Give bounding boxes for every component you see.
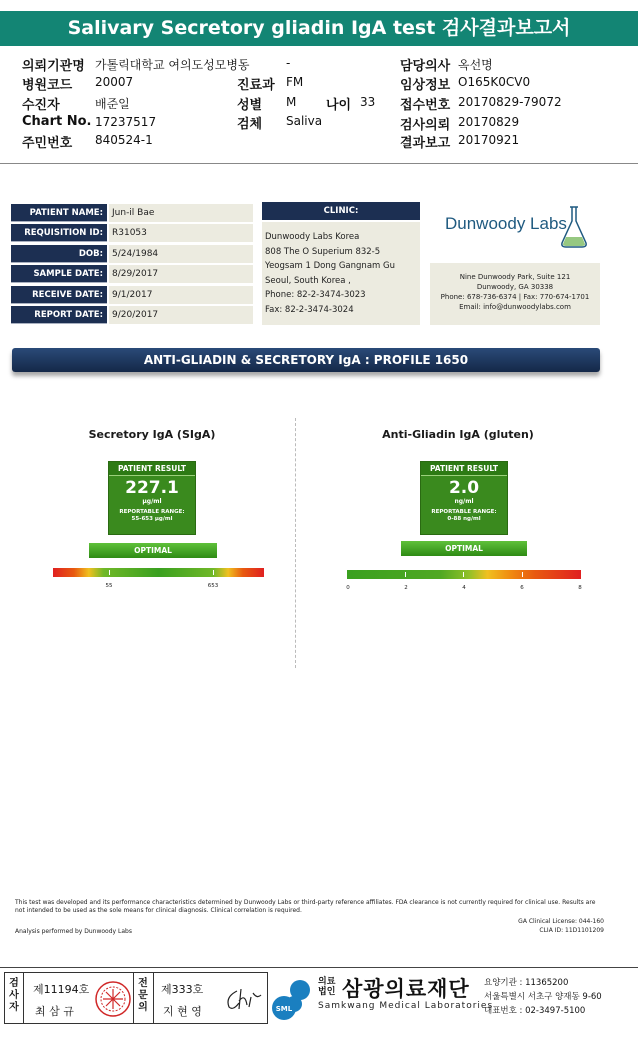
siga-range-label: REPORTABLE RANGE:: [119, 509, 185, 515]
gliadin-gauge: [347, 570, 581, 579]
age-value: 33: [360, 95, 376, 109]
receive-date-label: RECEIVE DATE:: [11, 286, 107, 304]
requisition-label: REQUISITION ID:: [11, 224, 107, 242]
dunwoody-logo: [440, 203, 590, 251]
dept-label: 진료과: [237, 78, 275, 93]
disclaimer: This test was developed and its performance characteristics determined by Dunwoody Labs or third-party reference affiliates. FDA clearance is not currently required for clinical use. Results are not intended to be used as the sole means for clinical diagnosis. Clinical correlation is required.: [15, 899, 596, 914]
gliadin-range-label: REPORTABLE RANGE:: [431, 509, 497, 515]
siga-result-value: 227.1: [125, 478, 179, 498]
gliadin-tick: [463, 572, 464, 577]
sml-logo-icon: [270, 974, 316, 1024]
corp-tag: [318, 977, 335, 997]
report-date-label: REPORT DATE:: [11, 306, 107, 324]
gliadin-tick-label: 4: [462, 585, 466, 591]
receipt-value: 20170829-79072: [458, 95, 562, 109]
lab-address-line: Email: info@dunwoodylabs.com: [459, 303, 571, 311]
flask-icon: [558, 203, 590, 251]
lab-address-line: Dunwoody, GA 30338: [476, 283, 554, 291]
clinical-value: O165K0CV0: [458, 75, 531, 89]
gliadin-tick: [522, 572, 523, 577]
gliadin-status: OPTIMAL: [401, 541, 527, 556]
clinic-line: Phone: 82-2-3474-3023: [265, 290, 366, 300]
siga-result-box: [108, 461, 196, 535]
gliadin-range: 0-88 ng/ml: [447, 516, 481, 522]
receive-date-value: 9/1/2017: [109, 286, 253, 304]
clinic-line: Seoul, South Korea ,: [265, 275, 351, 286]
sml-info: [484, 976, 602, 1018]
header-divider: [0, 163, 638, 164]
ward-value: -: [286, 56, 291, 70]
siga-unit: μg/ml: [142, 498, 162, 505]
performed-by: Analysis performed by Dunwoody Labs: [15, 928, 132, 935]
sig-divider: [133, 973, 134, 1023]
clia-id: CLIA ID: 11D1101209: [539, 927, 604, 934]
sml-name: 삼광의료재단: [342, 977, 470, 1001]
gliadin-title: Anti-Gliadin IgA (gluten): [382, 428, 534, 441]
siga-gauge: [53, 568, 264, 577]
corp-tag-line: 법인: [318, 987, 336, 997]
request-label: 검사의뢰: [400, 118, 451, 133]
siga-tick-label: 55: [105, 583, 113, 589]
siga-tick-low: [109, 570, 110, 575]
requisition-value: R31053: [109, 224, 253, 242]
sig-divider: [153, 973, 154, 1023]
dept-value: FM: [286, 75, 304, 89]
inst-label: 의뢰기관명: [22, 59, 85, 74]
report-value: 20170921: [458, 133, 520, 147]
siga-range: 55-653 μg/ml: [131, 516, 173, 522]
clinic-header: CLINIC:: [262, 202, 420, 220]
dob-label: DOB:: [11, 245, 107, 263]
lab-address-line: Nine Dunwoody Park, Suite 121: [459, 273, 571, 281]
receipt-label: 접수번호: [400, 98, 451, 113]
specimen-label: 검체: [237, 117, 263, 132]
gliadin-result-value: 2.0: [448, 478, 480, 498]
sample-date-label: SAMPLE DATE:: [11, 265, 107, 283]
patient-label: 수진자: [22, 98, 60, 113]
specimen-value: Saliva: [286, 114, 323, 128]
sample-date-value: 8/29/2017: [109, 265, 253, 283]
expert-no: 제333호: [161, 983, 204, 996]
clinic-line: Yeogsam 1 Dong Gangnam Gu: [265, 261, 395, 271]
clinic-line: 808 The O Superium 832-5: [265, 246, 381, 257]
tester-name: 최 삼 규: [35, 1005, 74, 1018]
footer-divider: [0, 967, 638, 968]
chart-label: Chart No.: [22, 114, 92, 129]
chart-value: 17237517: [95, 115, 157, 129]
id-value: 840524-1: [95, 133, 153, 147]
report-date-value: 9/20/2017: [109, 306, 253, 324]
clinical-label: 임상정보: [400, 78, 451, 93]
request-value: 20170829: [458, 115, 520, 129]
sml-logo-text: SML: [275, 1005, 293, 1013]
age-label: 나이: [326, 98, 352, 113]
sex-value: M: [286, 95, 297, 109]
gliadin-tick-label: 0: [346, 585, 350, 591]
gliadin-tick: [405, 572, 406, 577]
clinic-line: Fax: 82-2-3474-3024: [265, 304, 354, 315]
ga-license: GA Clinical License: 044-160: [518, 918, 604, 925]
doctor-value: 옥선명: [458, 58, 493, 72]
id-label: 주민번호: [22, 136, 73, 151]
sml-info-line: 요양기관 : 11365200: [484, 978, 569, 988]
sml-name-en: Samkwang Medical Laboratories: [318, 1001, 494, 1011]
tester-no: 제11194호: [33, 983, 90, 996]
gliadin-result-label: PATIENT RESULT: [421, 462, 507, 476]
clinic-line: Dunwoody Labs Korea: [265, 232, 360, 242]
sig-divider: [23, 973, 24, 1023]
report-title: Salivary Secretory gliadin IgA test 검사결과보고서: [0, 11, 638, 46]
patient-value: 배준일: [95, 97, 130, 111]
sex-label: 성별: [237, 98, 263, 113]
siga-status: OPTIMAL: [89, 543, 217, 558]
logo-text: Dunwoody Labs: [445, 214, 567, 233]
expert-label: 전문의: [138, 978, 148, 1013]
lab-address-line: Phone: 678-736-6374 | Fax: 770-674-1701: [440, 293, 590, 301]
siga-tick-label: 653: [207, 583, 219, 589]
siga-tick-high: [213, 570, 214, 575]
signature-box: [4, 972, 268, 1024]
siga-result-label: PATIENT RESULT: [109, 462, 195, 476]
inst-value: 가톨릭대학교 여의도성모병동: [95, 58, 250, 72]
gliadin-unit: ng/ml: [454, 498, 474, 505]
dob-value: 5/24/1984: [109, 245, 253, 263]
gliadin-tick-label: 2: [404, 585, 408, 591]
lab-address: [430, 263, 600, 325]
gliadin-tick-label: 8: [578, 585, 582, 591]
panel-divider: [295, 418, 296, 668]
code-value: 20007: [95, 75, 134, 89]
patient-name-label: PATIENT NAME:: [11, 204, 107, 222]
report-label: 결과보고: [400, 136, 451, 151]
siga-title: Secretory IgA (SIgA): [88, 428, 216, 441]
tester-label: 검사자: [9, 978, 19, 1013]
sml-info-line: 대표번호 : 02-3497-5100: [484, 1006, 586, 1016]
doctor-label: 담당의사: [400, 59, 451, 74]
code-label: 병원코드: [22, 78, 73, 93]
profile-title: ANTI-GLIADIN & SECRETORY IgA : PROFILE 1650: [12, 348, 600, 372]
clinic-address: [262, 222, 420, 325]
gliadin-tick-label: 6: [520, 585, 524, 591]
corp-tag-line: 의료: [318, 977, 336, 987]
signature-mark-icon: [223, 983, 263, 1015]
expert-name: 지 현 영: [163, 1005, 202, 1018]
patient-name-value: Jun-il Bae: [109, 204, 253, 222]
sml-info-line: 서울특별시 서초구 양재동 9-60: [484, 992, 602, 1002]
official-seal-icon: [93, 979, 133, 1019]
gliadin-result-box: [420, 461, 508, 535]
